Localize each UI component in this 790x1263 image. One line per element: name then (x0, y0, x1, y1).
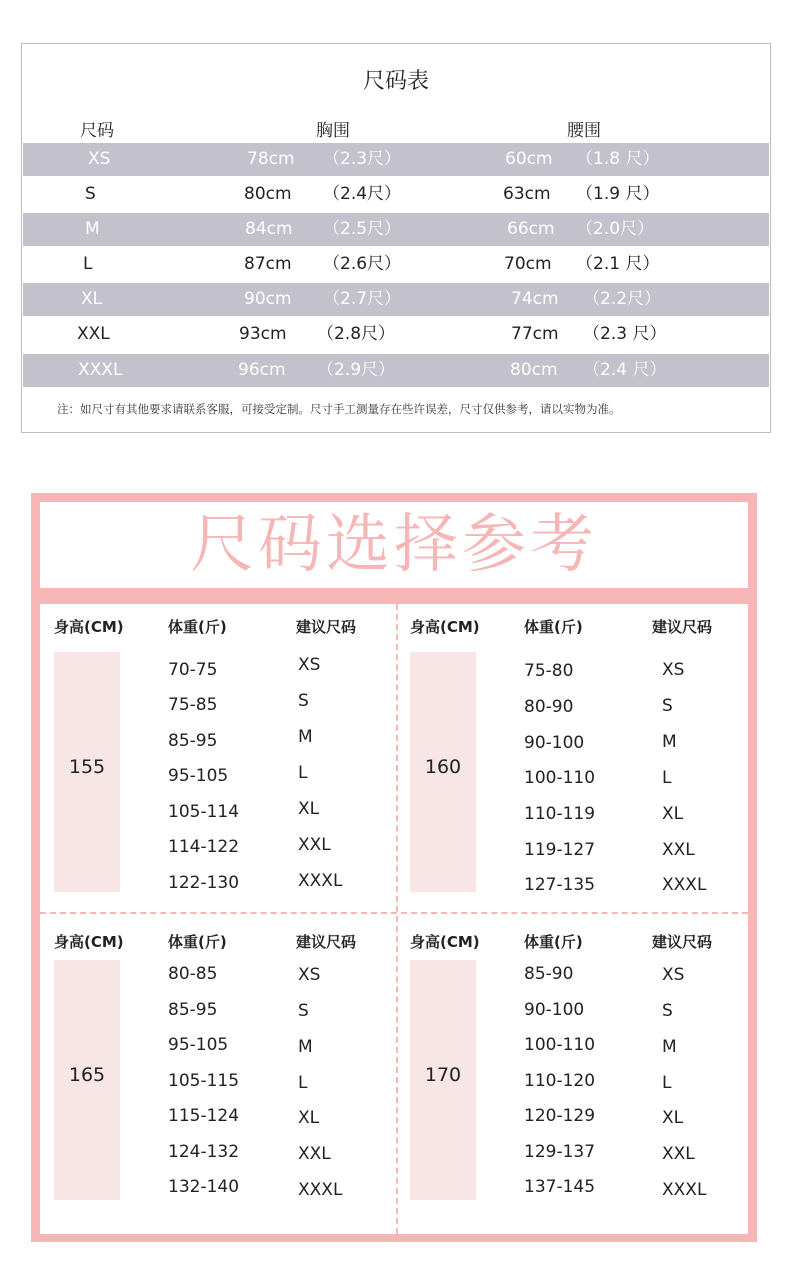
weight-range: 95-105 (168, 766, 229, 786)
suggested-size: XL (662, 804, 684, 824)
size-header: 建议尺码 (652, 618, 713, 636)
suggested-size: L (298, 1073, 308, 1093)
height-box (410, 652, 476, 892)
bust-cm-cell: 90cm (244, 289, 292, 309)
bust-chi-cell: （2.4尺） (323, 184, 402, 204)
waist-cm-cell: 74cm (511, 289, 559, 309)
size-cell: M (85, 219, 100, 239)
suggested-size: XXL (662, 1144, 695, 1164)
weight-range: 85-95 (168, 1000, 218, 1020)
height-value: 155 (68, 756, 106, 778)
suggested-size: XS (298, 965, 321, 985)
bust-chi-cell: （2.3尺） (323, 149, 402, 169)
waist-cm-cell: 80cm (510, 360, 558, 380)
suggested-size: XXXL (298, 871, 343, 891)
weight-range: 120-129 (524, 1106, 596, 1126)
weight-range: 85-90 (524, 964, 574, 984)
weight-range: 114-122 (168, 837, 240, 857)
suggested-size: XXXL (298, 1180, 343, 1200)
reference-header (40, 502, 748, 588)
suggested-size: L (662, 1073, 672, 1093)
suggested-size: S (662, 1001, 673, 1021)
weight-header: 体重(斤) (524, 618, 583, 636)
size-row (23, 318, 769, 351)
size-chart-title: 尺码表 (362, 69, 429, 94)
waist-cm-cell: 77cm (511, 324, 559, 344)
weight-range: 137-145 (524, 1177, 596, 1197)
size-row (23, 178, 769, 211)
height-value: 165 (68, 1064, 106, 1086)
suggested-size: XS (662, 965, 685, 985)
weight-range: 85-95 (168, 731, 218, 751)
waist-chi-cell: （1.8 尺） (576, 149, 660, 169)
waist-chi-cell: （2.4 尺） (583, 360, 667, 380)
bust-chi-cell: （2.8尺） (317, 324, 396, 344)
header-size: 尺码 (80, 121, 114, 141)
height-value: 160 (424, 756, 462, 778)
size-cell: XL (81, 289, 103, 309)
header-waist: 腰围 (567, 121, 601, 141)
reference-body (40, 604, 748, 1234)
height-value: 170 (424, 1064, 462, 1086)
weight-range: 90-100 (524, 733, 585, 753)
suggested-size: XXL (662, 840, 695, 860)
waist-cm-cell: 60cm (505, 149, 553, 169)
weight-range: 122-130 (168, 873, 240, 893)
bust-cm-cell: 93cm (239, 324, 287, 344)
header-bust: 胸围 (316, 121, 350, 141)
suggested-size: M (662, 732, 677, 752)
weight-range: 70-75 (168, 660, 218, 680)
suggested-size: XS (662, 660, 685, 680)
suggested-size: M (298, 1037, 313, 1057)
size-cell: S (85, 184, 96, 204)
weight-range: 105-114 (168, 802, 240, 822)
weight-range: 110-119 (524, 804, 596, 824)
height-group-160 (396, 604, 750, 914)
weight-range: 80-85 (168, 964, 218, 984)
suggested-size: M (662, 1037, 677, 1057)
suggested-size: XXXL (662, 1180, 707, 1200)
size-header: 建议尺码 (296, 618, 357, 636)
weight-header: 体重(斤) (168, 618, 227, 636)
weight-range: 132-140 (168, 1177, 240, 1197)
weight-range: 129-137 (524, 1142, 596, 1162)
size-row (23, 283, 769, 316)
bust-chi-cell: （2.7尺） (323, 289, 402, 309)
size-cell: XS (88, 149, 111, 169)
weight-range: 100-110 (524, 768, 596, 788)
bust-cm-cell: 96cm (238, 360, 286, 380)
suggested-size: XS (298, 655, 321, 675)
waist-chi-cell: （2.1 尺） (576, 254, 660, 274)
waist-chi-cell: （2.2尺） (583, 289, 662, 309)
size-reference (31, 493, 757, 1242)
suggested-size: S (298, 691, 309, 711)
size-chart-note: 注：如尺寸有其他要求请联系客服，可接受定制。尺寸手工测量存在些许误差，尺寸仅供参考，请以实物为准。 (57, 402, 621, 416)
weight-range: 124-132 (168, 1142, 240, 1162)
weight-range: 119-127 (524, 840, 596, 860)
height-header: 身高(CM) (54, 933, 124, 951)
bust-chi-cell: （2.9尺） (317, 360, 396, 380)
weight-header: 体重(斤) (168, 933, 227, 951)
height-box (54, 652, 120, 892)
weight-range: 95-105 (168, 1035, 229, 1055)
bust-chi-cell: （2.6尺） (323, 254, 402, 274)
weight-range: 75-85 (168, 695, 218, 715)
suggested-size: XXL (298, 835, 331, 855)
height-box (410, 960, 476, 1200)
size-cell: XXXL (78, 360, 123, 380)
bust-cm-cell: 78cm (247, 149, 295, 169)
size-row (23, 354, 769, 387)
height-header: 身高(CM) (410, 618, 480, 636)
waist-chi-cell: （2.3 尺） (583, 324, 667, 344)
suggested-size: L (298, 763, 308, 783)
suggested-size: L (662, 768, 672, 788)
waist-chi-cell: （1.9 尺） (576, 184, 660, 204)
suggested-size: XL (298, 1108, 320, 1128)
height-group-165 (40, 919, 394, 1229)
waist-cm-cell: 66cm (507, 219, 555, 239)
size-row (23, 213, 769, 246)
height-group-155 (40, 604, 394, 914)
suggested-size: S (662, 696, 673, 716)
bust-cm-cell: 84cm (245, 219, 293, 239)
suggested-size: XL (662, 1108, 684, 1128)
weight-range: 75-80 (524, 661, 574, 681)
waist-cm-cell: 63cm (503, 184, 551, 204)
suggested-size: XL (298, 799, 320, 819)
waist-cm-cell: 70cm (504, 254, 552, 274)
size-header: 建议尺码 (296, 933, 357, 951)
weight-range: 110-120 (524, 1071, 596, 1091)
weight-range: 105-115 (168, 1071, 240, 1091)
weight-range: 115-124 (168, 1106, 240, 1126)
size-cell: L (83, 254, 93, 274)
suggested-size: M (298, 727, 313, 747)
weight-range: 90-100 (524, 1000, 585, 1020)
suggested-size: S (298, 1001, 309, 1021)
height-header: 身高(CM) (410, 933, 480, 951)
waist-chi-cell: （2.0尺） (576, 219, 655, 239)
size-chart (21, 43, 771, 433)
size-header: 建议尺码 (652, 933, 713, 951)
reference-title: 尺码选择参考 (190, 508, 598, 582)
bust-cm-cell: 80cm (244, 184, 292, 204)
weight-range: 80-90 (524, 697, 574, 717)
weight-header: 体重(斤) (524, 933, 583, 951)
height-group-170 (396, 919, 750, 1229)
size-row (23, 248, 769, 281)
height-box (54, 960, 120, 1200)
suggested-size: XXXL (662, 875, 707, 895)
size-row (23, 143, 769, 176)
weight-range: 100-110 (524, 1035, 596, 1055)
suggested-size: XXL (298, 1144, 331, 1164)
size-cell: XXL (77, 324, 110, 344)
bust-cm-cell: 87cm (244, 254, 292, 274)
weight-range: 127-135 (524, 875, 596, 895)
height-header: 身高(CM) (54, 618, 124, 636)
bust-chi-cell: （2.5尺） (323, 219, 402, 239)
